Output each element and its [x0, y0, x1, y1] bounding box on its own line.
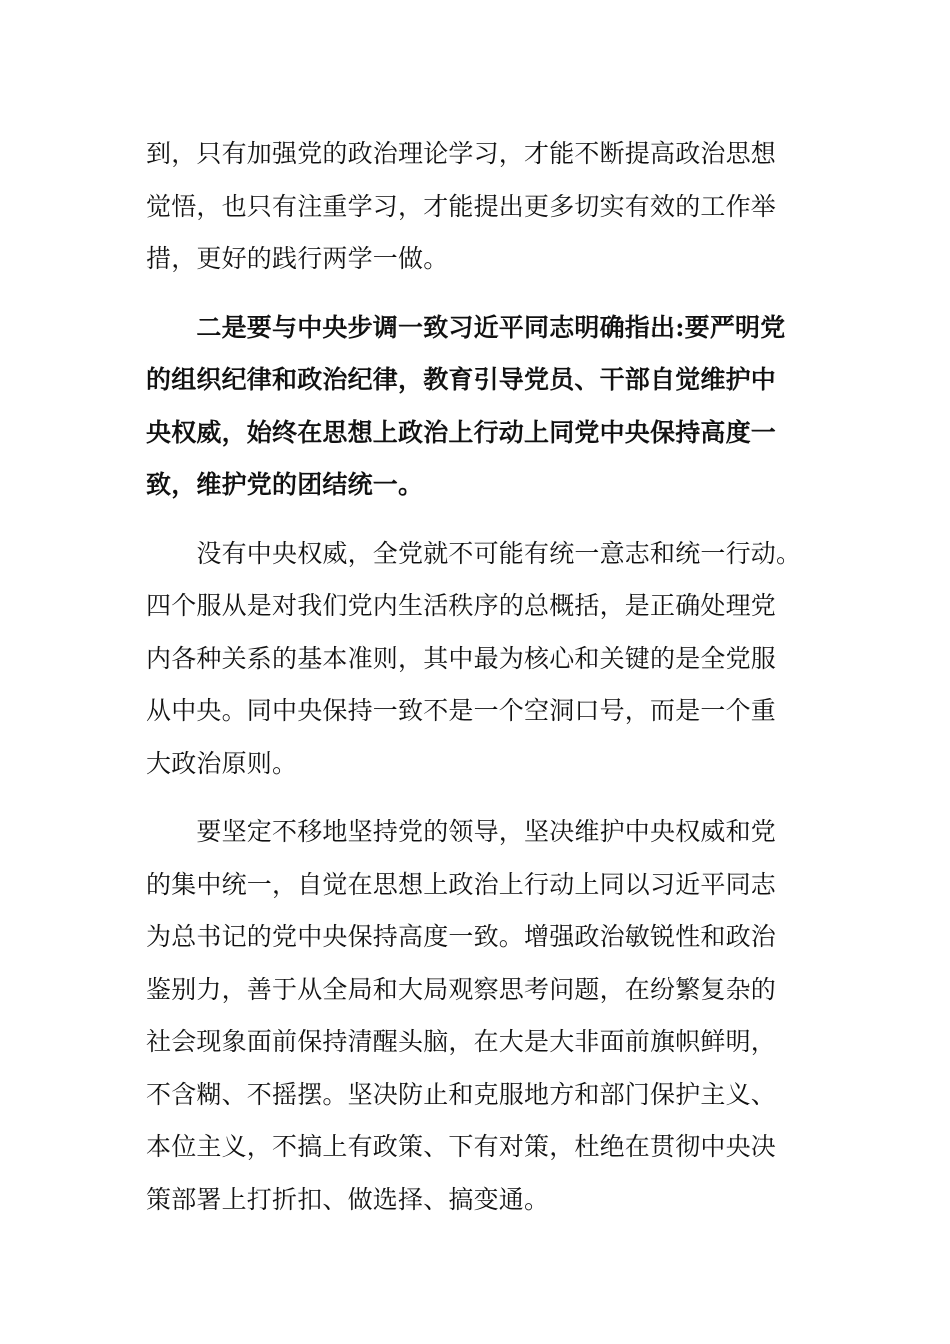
text-line: 本位主义，不搞上有政策、下有对策，杜绝在贯彻中央决 — [146, 1132, 777, 1161]
text-line: 社会现象面前保持清醒头脑，在大是大非面前旗帜鲜明， — [146, 1027, 777, 1056]
text-line: 鉴别力，善于从全局和大局观察思考问题，在纷繁复杂的 — [146, 974, 777, 1004]
text-line: 觉悟，也只有注重学习，才能提出更多切实有效的工作举 — [146, 191, 777, 221]
text-line: 要坚定不移地坚持党的领导，坚决维护中央权威和党 — [146, 817, 777, 846]
text-line: 不含糊、不摇摆。坚决防止和克服地方和部门保护主义、 — [146, 1079, 777, 1109]
text-line: 策部署上打折扣、做选择、搞变通。 — [146, 1184, 550, 1214]
text-line: 的组织纪律和政治纪律，教育引导党员、干部自觉维护中 — [146, 365, 777, 394]
text-line: 致，维护党的团结统一。 — [146, 470, 424, 499]
paragraph-heading-bold — [146, 302, 796, 512]
text-line: 措，更好的践行两学一做。 — [146, 244, 449, 273]
paragraph-continuation — [146, 128, 796, 286]
text-line: 为总书记的党中央保持高度一致。增强政治敏锐性和政治 — [146, 922, 777, 951]
paragraph-body — [146, 528, 802, 791]
text-line: 到，只有加强党的政治理论学习，才能不断提高政治思想 — [146, 139, 777, 168]
text-line: 从中央。同中央保持一致不是一个空洞口号，而是一个重 — [146, 696, 777, 725]
document-page — [146, 128, 802, 1242]
text-line: 央权威，始终在思想上政治上行动上同党中央保持高度一 — [146, 417, 777, 447]
text-line: 四个服从是对我们党内生活秩序的总概括，是正确处理党 — [146, 591, 777, 620]
text-line: 二是要与中央步调一致习近平同志明确指出:要严明党 — [146, 312, 786, 342]
paragraph-body — [146, 806, 796, 1226]
text-line: 没有中央权威，全党就不可能有统一意志和统一行动。 — [146, 538, 802, 568]
text-line: 的集中统一，自觉在思想上政治上行动上同以习近平同志 — [146, 869, 777, 899]
text-line: 大政治原则。 — [146, 748, 298, 778]
text-line: 内各种关系的基本准则，其中最为核心和关键的是全党服 — [146, 643, 777, 673]
